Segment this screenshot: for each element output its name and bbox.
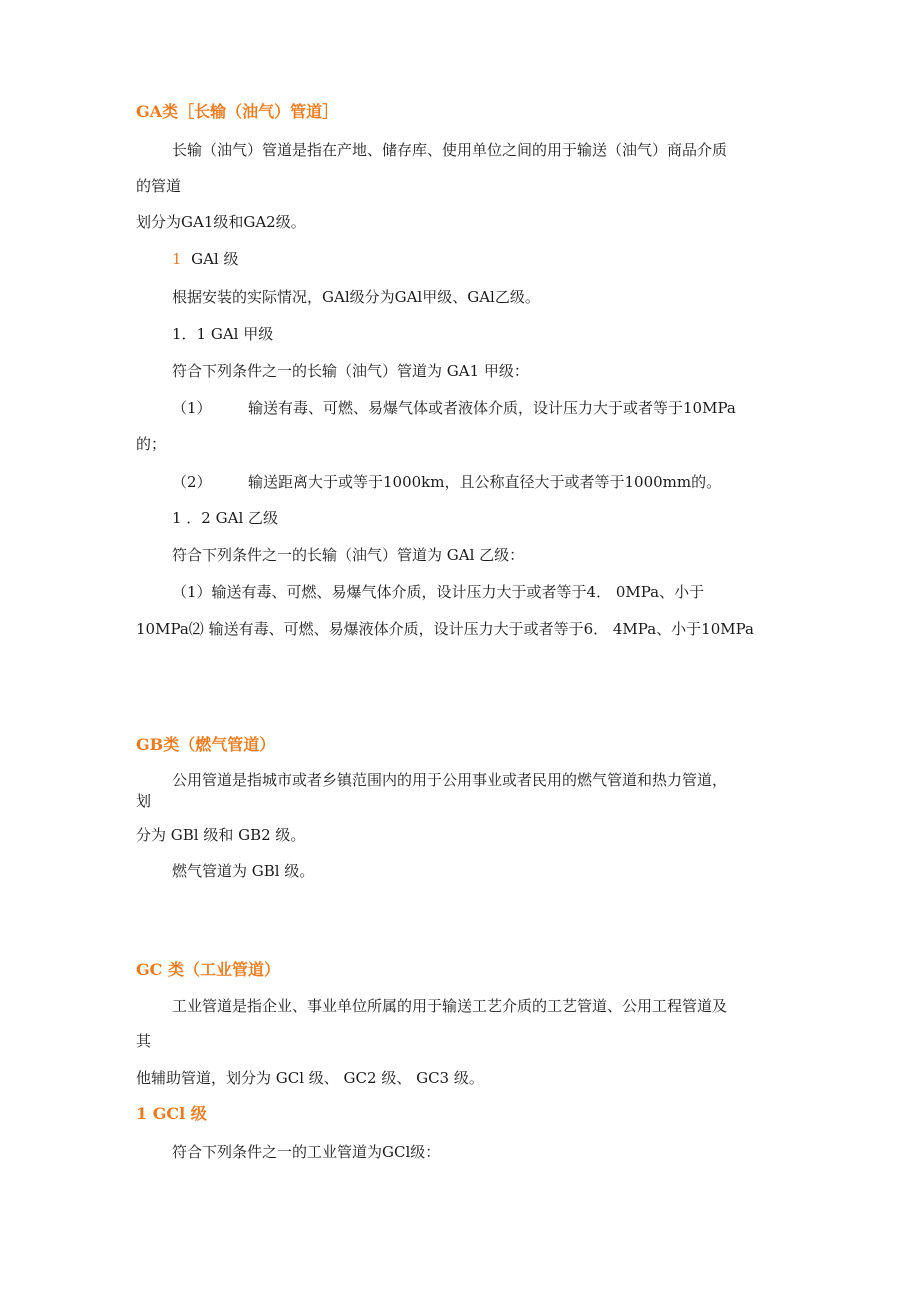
ga1-2-intro: 符合下列条件之一的长输（油气）管道为 GAl 乙级：	[172, 546, 525, 564]
ga1-subheading	[172, 249, 238, 269]
gb-heading: GB类（燃气管道）	[136, 735, 276, 754]
ga1-description: 根据安装的实际情况，GAl级分为GAl甲级、GAl乙级。	[172, 288, 540, 306]
ga1-title: GAl 级	[191, 250, 239, 268]
gb-paragraph-line-3: 分为 GBl 级和 GB2 级。	[136, 826, 306, 844]
ga1-2-subheading: 1 ．2 GAl 乙级	[172, 509, 279, 527]
ga1-2-item-line-2: 10MPa⑵ 输送有毒、可燃、易爆液体介质，设计压力大于或者等于6． 4MPa、小于10MPa	[136, 620, 754, 638]
item-number: （2）	[172, 473, 212, 491]
gc-paragraph-line-2: 其	[136, 1032, 152, 1050]
gc-paragraph-line-1: 工业管道是指企业、事业单位所属的用于输送工艺介质的工艺管道、公用工程管道及	[172, 997, 728, 1015]
gc1-intro: 符合下列条件之一的工业管道为GCl级：	[172, 1143, 441, 1161]
ga-paragraph-line-1: 长输（油气）管道是指在产地、储存库、使用单位之间的用于输送（油气）商品介质	[172, 141, 728, 159]
item-text: 输送有毒、可燃、易爆气体或者液体介质，设计压力大于或者等于10MPa	[248, 399, 736, 417]
ga1-number: 1	[172, 250, 182, 268]
ga1-1-intro: 符合下列条件之一的长输（油气）管道为 GA1 甲级：	[172, 362, 529, 380]
item-text: 输送距离大于或等于1000km，且公称直径大于或者等于1000mm的。	[248, 473, 722, 491]
ga1-1-subheading: 1．1 GAl 甲级	[172, 325, 274, 343]
ga1-1-item-1-continued: 的；	[136, 435, 167, 453]
ga-paragraph-line-2: 的管道	[136, 177, 182, 195]
gc-paragraph-line-3: 他辅助管道，划分为 GCl 级、 GC2 级、 GC3 级。	[136, 1069, 484, 1087]
ga-paragraph-line-3: 划分为GA1级和GA2级。	[136, 213, 306, 231]
gc-heading: GC 类（工业管道）	[136, 960, 280, 979]
gb-paragraph-line-1: 公用管道是指城市或者乡镇范围内的用于公用事业或者民用的燃气管道和热力管道，	[172, 771, 728, 789]
ga-heading: GA类［长输（油气）管道］	[136, 102, 339, 121]
ga1-1-item-2	[172, 472, 721, 492]
ga1-1-item-1	[172, 398, 736, 418]
gc1-subheading: 1 GCl 级	[136, 1104, 207, 1123]
item-number: （1）	[172, 399, 212, 417]
gb-paragraph-line-2: 划	[136, 792, 152, 810]
gb-paragraph-2: 燃气管道为 GBl 级。	[172, 862, 315, 880]
ga1-2-item-line-1: （1）输送有毒、可燃、易爆气体介质，设计压力大于或者等于4． 0MPa、小于	[172, 583, 705, 601]
